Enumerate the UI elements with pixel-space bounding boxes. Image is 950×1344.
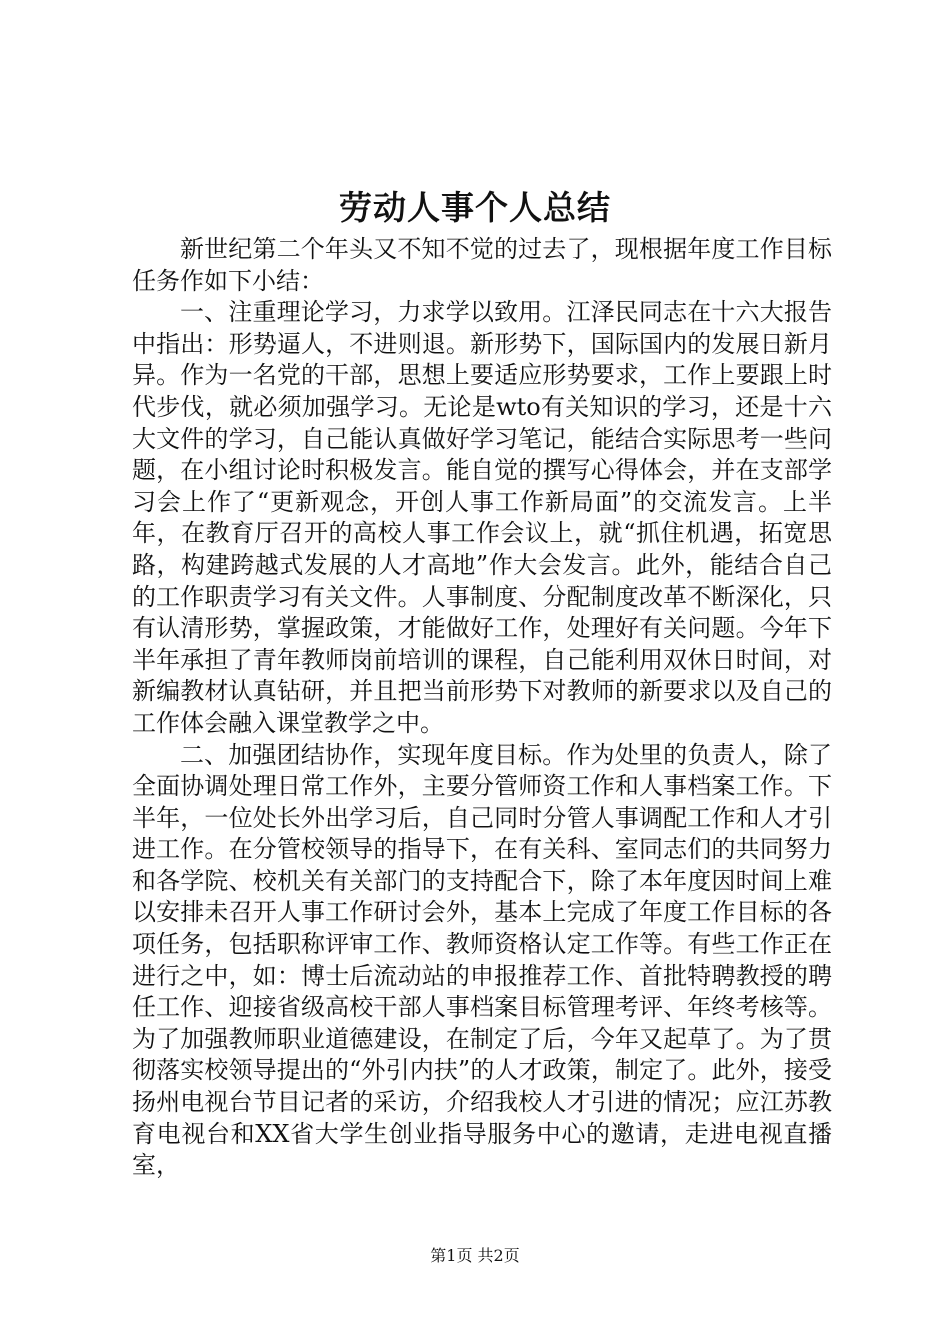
page-number: 第1页 共2页: [430, 1246, 520, 1265]
paragraph-section-1: 一、注重理论学习，力求学以致用。江泽民同志在十六大报告中指出：形势逼人，不进则退。新形势下，国际国内的发展日新月异。作为一名党的干部，思想上要适应形势要求，工作上要跟上时代步伐，就必须加强学习。无论是wto有关知识的学习，还是十六大文件的学习，自己能认真做好学习笔记，能结合实际思考一些问题，在小组讨论时积极发言。能自觉的撰写心得体会，并在支部学习会上作了“更新观念，开创人事工作新局面”的交流发言。上半年，在教育厅召开的高校人事工作会议上，就“抓住机遇，拓宽思路，构建跨越式发展的人才高地”作大会发言。此外，能结合自己的工作职责学习有关文件。人事制度、分配制度改革不断深化，只有认清形势，掌握政策，才能做好工作，处理好有关问题。今年下半年承担了青年教师岗前培训的课程，自己能利用双休日时间，对新编教材认真钻研，并且把当前形势下对教师的新要求以及自己的工作体会融入课堂教学之中。: [132, 298, 832, 737]
paragraph-intro: 新世纪第二个年头又不知不觉的过去了，现根据年度工作目标任务作如下小结：: [132, 235, 832, 295]
page-title: 劳动人事个人总结: [339, 188, 611, 227]
document-body: [132, 234, 832, 1182]
paragraph-section-2: 二、加强团结协作，实现年度目标。作为处里的负责人，除了全面协调处理日常工作外，主要分管师资工作和人事档案工作。下半年，一位处长外出学习后，自己同时分管人事调配工作和人才引进工作。在分管校领导的指导下，在有关科、室同志们的共同努力和各学院、校机关有关部门的支持配合下，除了本年度因时间上难以安排未召开人事工作研讨会外，基本上完成了年度工作目标的各项任务，包括职称评审工作、教师资格认定工作等。有些工作正在进行之中，如：博士后流动站的申报推荐工作、首批特聘教授的聘任工作、迎接省级高校干部人事档案目标管理考评、年终考核等。为了加强教师职业道德建设，在制定了后，今年又起草了。为了贯彻落实校领导提出的“外引内扶”的人才政策，制定了。此外，接受扬州电视台节目记者的采访，介绍我校人才引进的情况；应江苏教育电视台和XX省大学生创业指导服务中心的邀请，走进电视直播室，: [132, 740, 832, 1180]
